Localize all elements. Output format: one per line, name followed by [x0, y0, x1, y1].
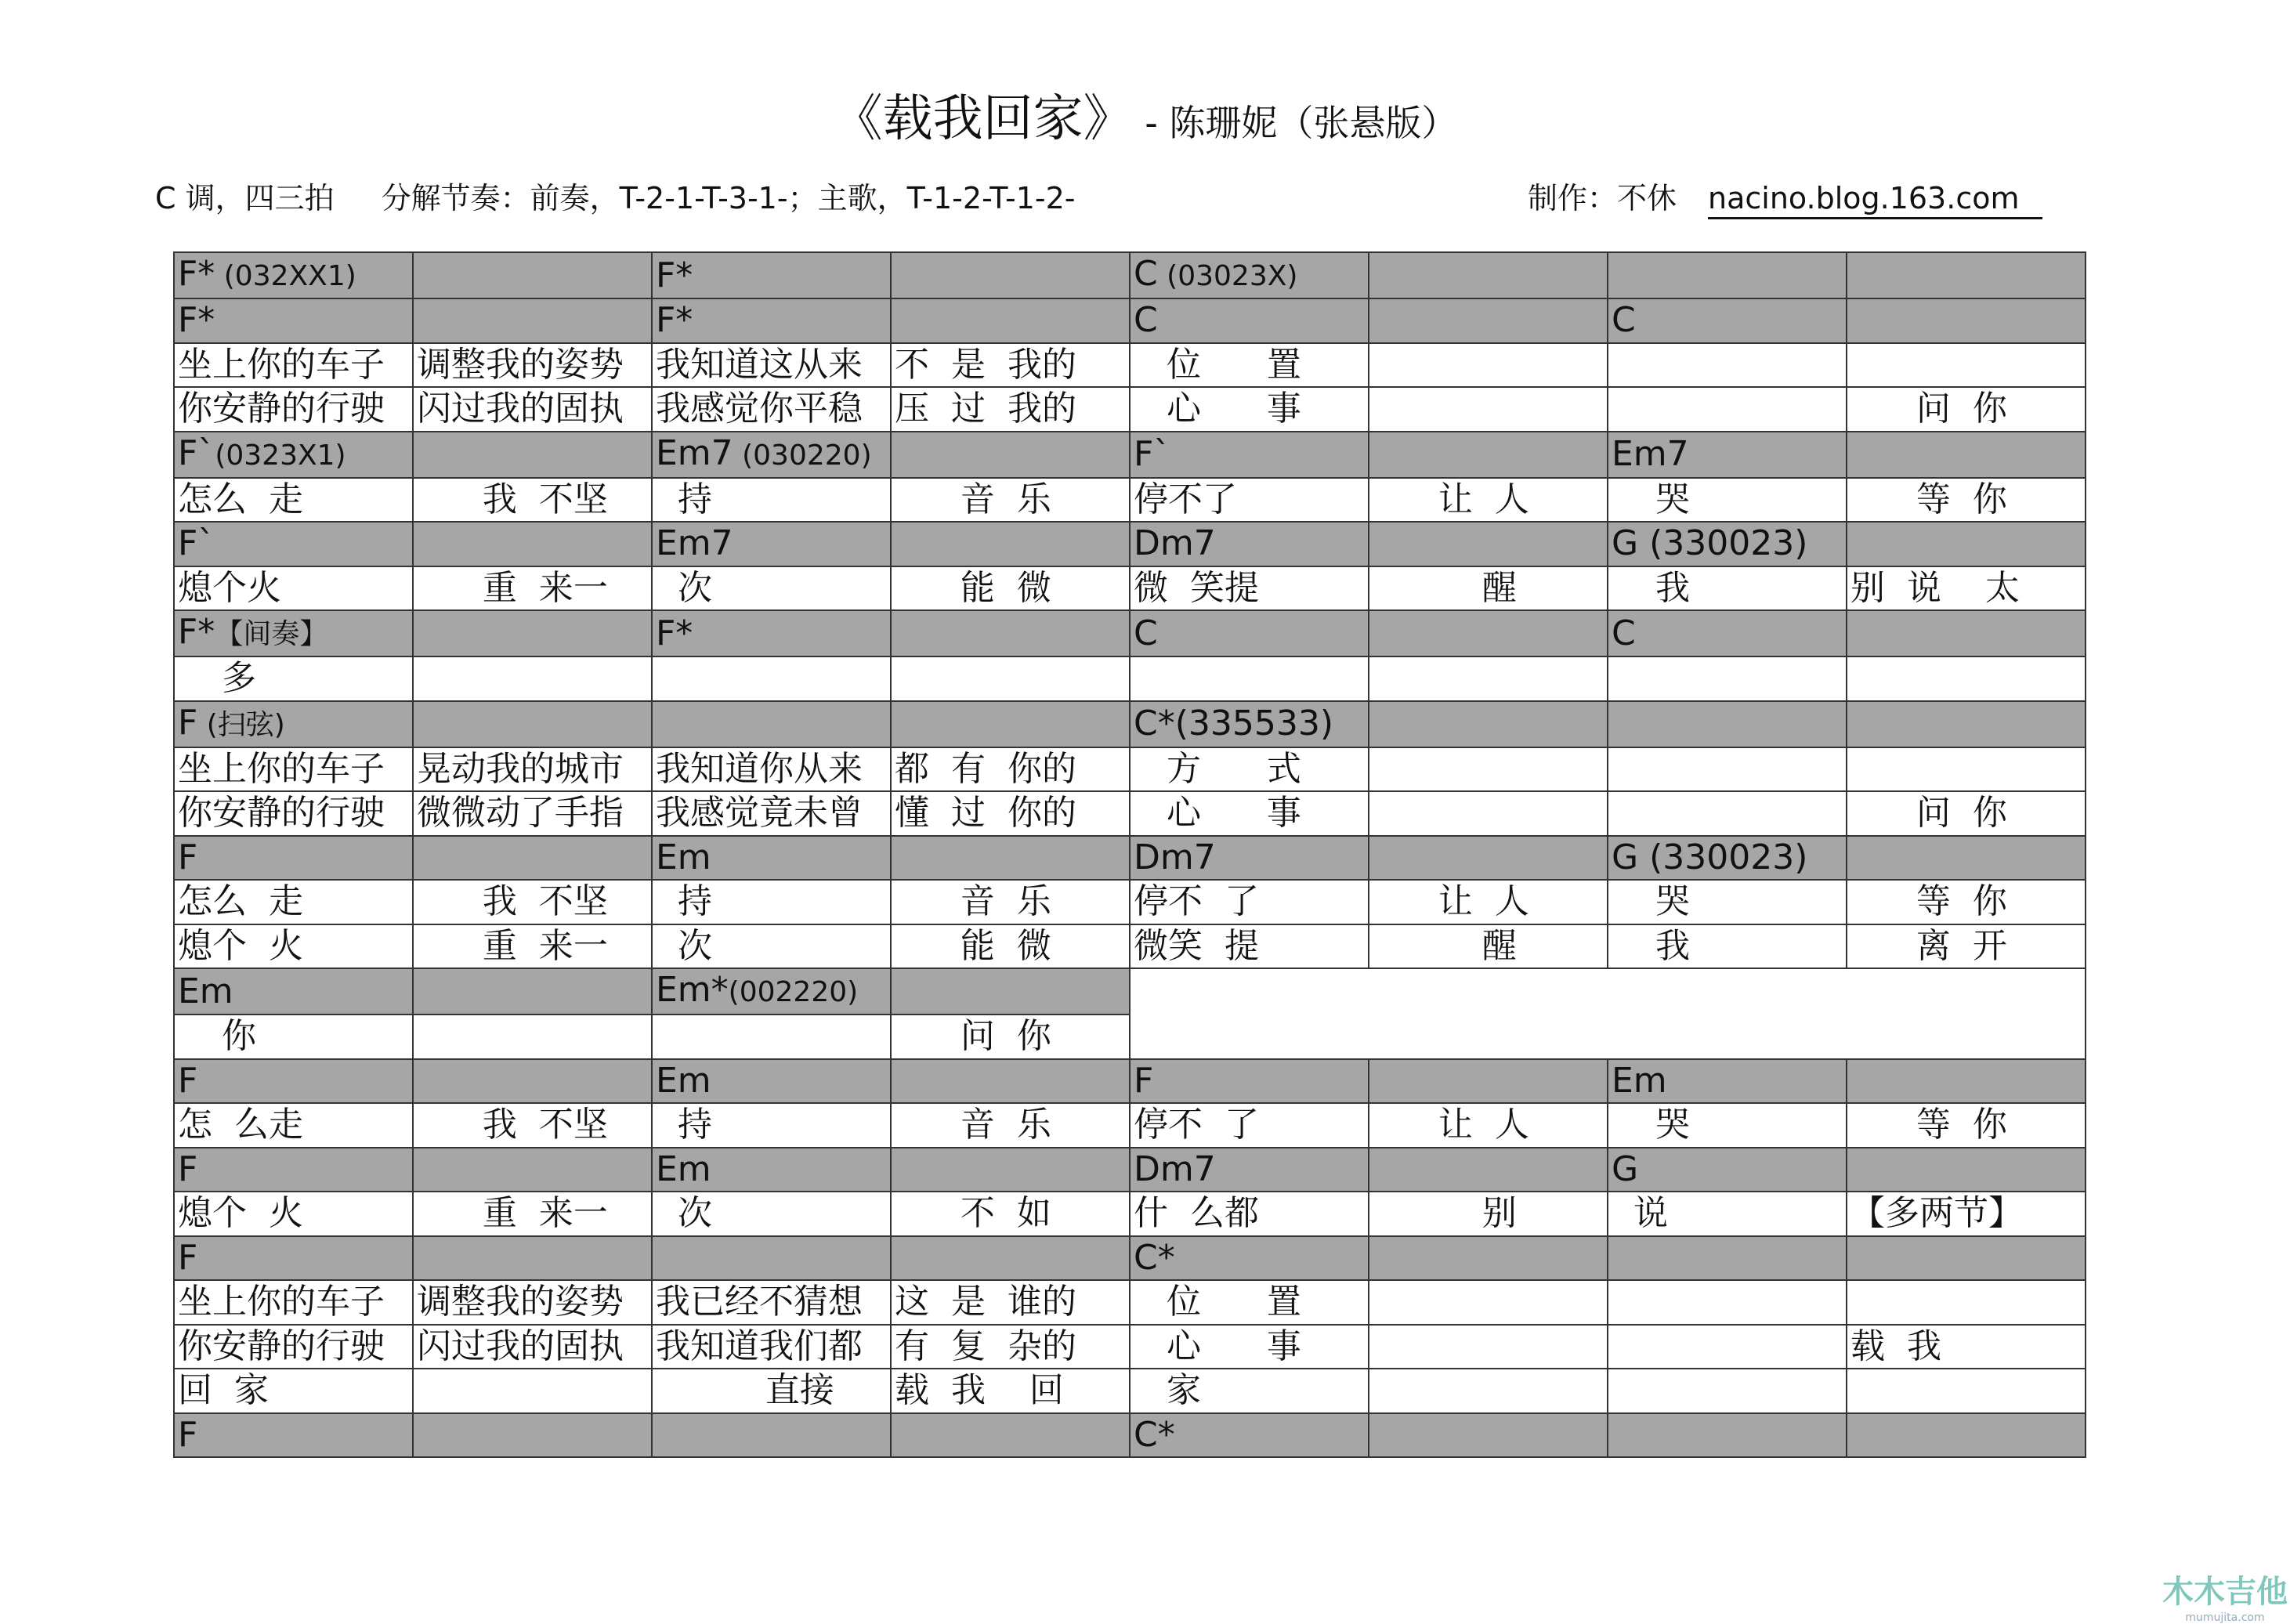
lyric-cell	[1847, 1280, 2086, 1325]
lyric-cell	[1847, 343, 2086, 388]
lyric-cell	[1847, 1369, 2086, 1413]
lyric-cell	[413, 1015, 652, 1059]
lyric-cell: 持	[652, 880, 891, 924]
chord-lyric-sheet	[173, 251, 2086, 1458]
lyric-cell: 我已经不猜想	[652, 1280, 891, 1325]
lyric-cell: 不 是 我的	[891, 343, 1130, 388]
lyric-cell: 位 置	[1130, 343, 1369, 388]
lyric-cell	[1369, 1369, 1608, 1413]
chord-cell	[1608, 252, 1847, 298]
chord-cell	[891, 298, 1130, 343]
lyric-row	[174, 880, 2086, 924]
lyric-cell: 熄个 火	[174, 1192, 413, 1236]
lyric-cell: 醒	[1369, 924, 1608, 969]
chord-cell	[1369, 836, 1608, 881]
lyric-cell: 微 笑提	[1130, 566, 1369, 611]
lyric-cell: 我	[1608, 566, 1847, 611]
lyric-cell: 不 如	[891, 1192, 1130, 1236]
lyric-row	[174, 924, 2086, 969]
lyric-row	[174, 1103, 2086, 1148]
blog-url: nacino.blog.163.com	[1708, 181, 2042, 219]
lyric-cell: 这 是 谁的	[891, 1280, 1130, 1325]
lyric-cell: 我感觉你平稳	[652, 387, 891, 432]
chord-fingering: (0323X1)	[215, 439, 346, 472]
lyric-cell: 停不 了	[1130, 880, 1369, 924]
song-title	[0, 78, 2290, 150]
title-artist: - 陈珊妮（张悬版）	[1133, 102, 1458, 144]
chord-row	[174, 701, 2086, 747]
maker: 制作：不休	[1528, 181, 1677, 215]
lyric-cell: 次	[652, 566, 891, 611]
watermark-text: 木木吉他	[2162, 1574, 2288, 1610]
lyric-cell	[1369, 343, 1608, 388]
chord-cell: Dm7	[1130, 522, 1369, 566]
lyric-cell: 心 事	[1130, 791, 1369, 836]
lyric-row	[174, 1015, 2086, 1059]
lyric-cell	[1369, 1280, 1608, 1325]
chord-cell: C*	[1130, 1413, 1369, 1458]
lyric-cell: 调整我的姿势	[413, 1280, 652, 1325]
chord-name: F*	[656, 255, 693, 295]
chord-cell	[1369, 252, 1608, 298]
lyric-row	[174, 1192, 2086, 1236]
chord-cell	[1847, 1413, 2086, 1458]
lyric-cell: 熄个 火	[174, 924, 413, 969]
title-main: 《载我回家》	[832, 90, 1134, 148]
chord-cell	[652, 1413, 891, 1458]
chord-cell	[1847, 522, 2086, 566]
lyric-cell: 别	[1369, 1192, 1608, 1236]
chord-cell: Em	[174, 968, 413, 1015]
lyric-cell: 直接	[652, 1369, 891, 1413]
chord-cell: F	[1130, 1059, 1369, 1104]
empty-area	[1130, 968, 2086, 1015]
lyric-cell: 重 来一	[413, 566, 652, 611]
lyric-cell: 问 你	[1847, 791, 2086, 836]
rhythm-pattern: 分解节奏：前奏，T-2-1-T-3-1-；主歌，T-1-2-T-1-2-	[381, 181, 1076, 215]
lyric-cell: 闪过我的固执	[413, 1325, 652, 1369]
lyric-cell: 说	[1608, 1192, 1847, 1236]
lyric-cell: 重 来一	[413, 924, 652, 969]
lyric-cell: 晃动我的城市	[413, 747, 652, 792]
chord-cell: Em	[652, 1059, 891, 1104]
lyric-cell: 哭	[1608, 1103, 1847, 1148]
lyric-cell: 让 人	[1369, 478, 1608, 523]
chord-cell	[1608, 1413, 1847, 1458]
chord-cell	[1369, 610, 1608, 656]
lyric-cell	[1608, 656, 1847, 701]
chord-cell: Em7	[652, 522, 891, 566]
lyric-cell: 我 不坚	[413, 1103, 652, 1148]
lyric-cell: 我	[1608, 924, 1847, 969]
lyric-cell: 你安静的行驶	[174, 1325, 413, 1369]
lyric-cell	[1608, 387, 1847, 432]
lyric-cell: 醒	[1369, 566, 1608, 611]
chord-row	[174, 1413, 2086, 1458]
lyric-cell: 我知道这从来	[652, 343, 891, 388]
chord-cell	[1847, 1148, 2086, 1192]
lyric-cell: 我知道我们都	[652, 1325, 891, 1369]
lyric-cell: 让 人	[1369, 880, 1608, 924]
lyric-cell: 怎 么走	[174, 1103, 413, 1148]
lyric-row	[174, 656, 2086, 701]
lyric-cell	[652, 1015, 891, 1059]
lyric-cell	[413, 656, 652, 701]
lyric-row	[174, 566, 2086, 611]
lyric-cell: 怎么 走	[174, 880, 413, 924]
lyric-cell: 懂 过 你的	[891, 791, 1130, 836]
lyric-cell	[1369, 791, 1608, 836]
empty-area	[1130, 1015, 2086, 1059]
chord-cell: Em	[1608, 1059, 1847, 1104]
lyric-cell	[1369, 656, 1608, 701]
chord-cell	[891, 252, 1130, 298]
chord-cell	[1369, 701, 1608, 747]
chord-cell	[1369, 1059, 1608, 1104]
lyric-cell: 闪过我的固执	[413, 387, 652, 432]
chord-row	[174, 522, 2086, 566]
chord-fingering: (002220)	[728, 976, 859, 1008]
chord-cell	[413, 252, 652, 298]
lyric-cell: 能 微	[891, 924, 1130, 969]
lyric-cell: 问 你	[1847, 387, 2086, 432]
chord-fingering: 【间奏】	[215, 618, 328, 650]
chord-cell: F	[174, 1148, 413, 1192]
lyric-cell: 我知道你从来	[652, 747, 891, 792]
chord-cell	[174, 610, 413, 656]
chord-cell: C*	[1130, 1236, 1369, 1281]
key-meter: C 调，四三拍	[155, 181, 335, 215]
lyric-cell: 微笑 提	[1130, 924, 1369, 969]
chord-cell	[1369, 522, 1608, 566]
lyric-cell	[1608, 1280, 1847, 1325]
chord-cell: C	[1130, 610, 1369, 656]
lyric-row	[174, 1280, 2086, 1325]
lyric-cell: 停不 了	[1130, 1103, 1369, 1148]
lyric-cell: 次	[652, 924, 891, 969]
chord-cell: F	[174, 1236, 413, 1281]
chord-cell	[1369, 1148, 1608, 1192]
chord-cell: G (330023)	[1608, 836, 1847, 881]
chord-cell	[413, 1413, 652, 1458]
chord-row	[174, 298, 2086, 343]
lyric-cell: 心 事	[1130, 387, 1369, 432]
chord-fingering: (扫弦)	[197, 708, 285, 741]
chord-cell	[1847, 836, 2086, 881]
lyric-cell: 我感觉竟未曾	[652, 791, 891, 836]
lyric-cell: 坐上你的车子	[174, 1280, 413, 1325]
chord-name: Em7	[656, 432, 733, 473]
chord-cell	[174, 252, 413, 298]
chord-cell: G	[1608, 1148, 1847, 1192]
lyric-cell: 你	[174, 1015, 413, 1059]
lyric-cell: 等 你	[1847, 880, 2086, 924]
lyric-cell: 哭	[1608, 478, 1847, 523]
lyric-cell: 家	[1130, 1369, 1369, 1413]
chord-cell: F*	[652, 298, 891, 343]
lyric-cell: 次	[652, 1192, 891, 1236]
chord-cell	[1608, 701, 1847, 747]
chord-cell	[1369, 1413, 1608, 1458]
lyric-cell: 你安静的行驶	[174, 387, 413, 432]
lyric-cell: 离 开	[1847, 924, 2086, 969]
chord-fingering: (030220)	[733, 439, 872, 472]
lyric-cell	[1608, 747, 1847, 792]
chord-cell: C	[1130, 298, 1369, 343]
lyric-cell: 等 你	[1847, 1103, 2086, 1148]
chord-cell	[1847, 432, 2086, 478]
lyric-cell	[413, 1369, 652, 1413]
lyric-cell: 音 乐	[891, 1103, 1130, 1148]
chord-cell: Dm7	[1130, 836, 1369, 881]
chord-cell	[891, 610, 1130, 656]
chord-cell	[891, 1413, 1130, 1458]
chord-cell	[891, 522, 1130, 566]
lyric-cell: 持	[652, 478, 891, 523]
credits	[1528, 174, 2042, 219]
watermark-sub: mumujita.com	[2185, 1611, 2265, 1624]
chord-row	[174, 836, 2086, 881]
lyric-row	[174, 747, 2086, 792]
lyric-row	[174, 1325, 2086, 1369]
chord-row	[174, 1059, 2086, 1104]
lyric-cell: 微微动了手指	[413, 791, 652, 836]
lyric-cell: 载 我 回	[891, 1369, 1130, 1413]
lyric-cell: 音 乐	[891, 880, 1130, 924]
chord-cell	[891, 836, 1130, 881]
chord-fingering: (032XX1)	[215, 260, 356, 292]
chord-cell	[1847, 298, 2086, 343]
chord-cell	[1847, 1236, 2086, 1281]
lyric-cell: 别 说 太	[1847, 566, 2086, 611]
chord-cell: Em	[652, 836, 891, 881]
chord-cell: F*	[652, 610, 891, 656]
lyric-cell	[1847, 656, 2086, 701]
lyric-cell	[652, 656, 891, 701]
chord-cell	[891, 432, 1130, 478]
lyric-cell: 有 复 杂的	[891, 1325, 1130, 1369]
lyric-cell	[1608, 791, 1847, 836]
chord-cell: G (330023)	[1608, 522, 1847, 566]
chord-cell	[1847, 610, 2086, 656]
lyric-cell	[1608, 343, 1847, 388]
lyric-cell: 停不了	[1130, 478, 1369, 523]
chord-cell: F*	[174, 298, 413, 343]
lyric-cell: 多	[174, 656, 413, 701]
lyric-cell: 等 你	[1847, 478, 2086, 523]
chord-cell	[174, 432, 413, 478]
chord-cell	[652, 1236, 891, 1281]
chord-cell	[1369, 1236, 1608, 1281]
lyric-cell: 你安静的行驶	[174, 791, 413, 836]
chord-cell	[652, 432, 891, 478]
chord-cell	[891, 1059, 1130, 1104]
chord-cell	[413, 968, 652, 1015]
lyric-cell: 重 来一	[413, 1192, 652, 1236]
lyric-cell: 压 过 我的	[891, 387, 1130, 432]
lyric-cell: 让 人	[1369, 1103, 1608, 1148]
chord-cell: F`	[1130, 432, 1369, 478]
chord-cell	[413, 522, 652, 566]
lyric-row	[174, 791, 2086, 836]
chord-row	[174, 968, 2086, 1015]
chord-cell	[891, 968, 1130, 1015]
chord-cell	[891, 1148, 1130, 1192]
chord-cell	[891, 701, 1130, 747]
lyric-cell	[1130, 656, 1369, 701]
lyric-cell	[891, 656, 1130, 701]
lyric-cell	[1369, 1325, 1608, 1369]
lyric-cell: 我 不坚	[413, 478, 652, 523]
lyric-cell: 载 我	[1847, 1325, 2086, 1369]
chord-cell: Dm7	[1130, 1148, 1369, 1192]
lyric-cell	[1608, 1369, 1847, 1413]
chord-row	[174, 1236, 2086, 1281]
chord-cell	[891, 1236, 1130, 1281]
chord-cell	[1847, 701, 2086, 747]
chord-cell: F	[174, 1413, 413, 1458]
chord-name: C	[1134, 254, 1158, 294]
chord-name: F*	[178, 612, 215, 652]
lyric-row	[174, 1369, 2086, 1413]
lyric-cell: 调整我的姿势	[413, 343, 652, 388]
lyric-cell: 熄个火	[174, 566, 413, 611]
chord-cell	[413, 298, 652, 343]
lyric-row	[174, 478, 2086, 523]
watermark-logo	[2162, 1567, 2288, 1624]
lyric-row	[174, 387, 2086, 432]
chord-cell	[413, 836, 652, 881]
chord-cell	[413, 701, 652, 747]
lyric-cell: 音 乐	[891, 478, 1130, 523]
lyric-cell: 我 不坚	[413, 880, 652, 924]
chord-row	[174, 252, 2086, 298]
lyric-cell: 问 你	[891, 1015, 1130, 1059]
chord-cell	[174, 701, 413, 747]
chord-name: F`	[178, 432, 215, 473]
chord-name: F*	[178, 254, 215, 294]
chord-cell	[652, 252, 891, 298]
chord-name: Em*	[656, 970, 729, 1010]
chord-cell: Em	[652, 1148, 891, 1192]
chord-row	[174, 1148, 2086, 1192]
chord-row	[174, 432, 2086, 478]
lyric-cell: 坐上你的车子	[174, 747, 413, 792]
chord-cell: C	[1608, 298, 1847, 343]
chord-cell: F`	[174, 522, 413, 566]
lyric-cell	[1847, 747, 2086, 792]
lyric-cell: 【多两节】	[1847, 1192, 2086, 1236]
chord-cell: C*(335533)	[1130, 701, 1369, 747]
chord-cell: F	[174, 836, 413, 881]
chord-cell	[413, 1059, 652, 1104]
lyric-cell: 回 家	[174, 1369, 413, 1413]
lyric-cell: 都 有 你的	[891, 747, 1130, 792]
chord-cell	[413, 1236, 652, 1281]
lyric-cell: 持	[652, 1103, 891, 1148]
chord-cell	[652, 701, 891, 747]
lyric-cell: 坐上你的车子	[174, 343, 413, 388]
lyric-cell: 能 微	[891, 566, 1130, 611]
lyric-cell	[1608, 1325, 1847, 1369]
chord-cell	[413, 610, 652, 656]
song-info	[155, 174, 1076, 217]
lyric-cell	[1369, 387, 1608, 432]
lyric-cell: 哭	[1608, 880, 1847, 924]
lyric-cell	[1369, 747, 1608, 792]
chord-cell	[1369, 298, 1608, 343]
chord-cell	[1130, 252, 1369, 298]
chord-cell	[652, 968, 891, 1015]
lyric-cell: 方 式	[1130, 747, 1369, 792]
chord-cell: C	[1608, 610, 1847, 656]
chord-cell	[1847, 1059, 2086, 1104]
chord-cell: Em7	[1608, 432, 1847, 478]
lyric-cell: 位 置	[1130, 1280, 1369, 1325]
lyric-cell: 什 么都	[1130, 1192, 1369, 1236]
chord-cell	[413, 432, 652, 478]
chord-cell	[1369, 432, 1608, 478]
chord-row	[174, 610, 2086, 656]
lyric-cell: 心 事	[1130, 1325, 1369, 1369]
chord-name: F	[178, 702, 198, 743]
chord-cell	[413, 1148, 652, 1192]
chord-cell: F	[174, 1059, 413, 1104]
chord-cell	[1847, 252, 2086, 298]
lyric-row	[174, 343, 2086, 388]
lyric-cell: 怎么 走	[174, 478, 413, 523]
chord-cell	[1608, 1236, 1847, 1281]
chord-fingering: (03023X)	[1157, 260, 1298, 292]
